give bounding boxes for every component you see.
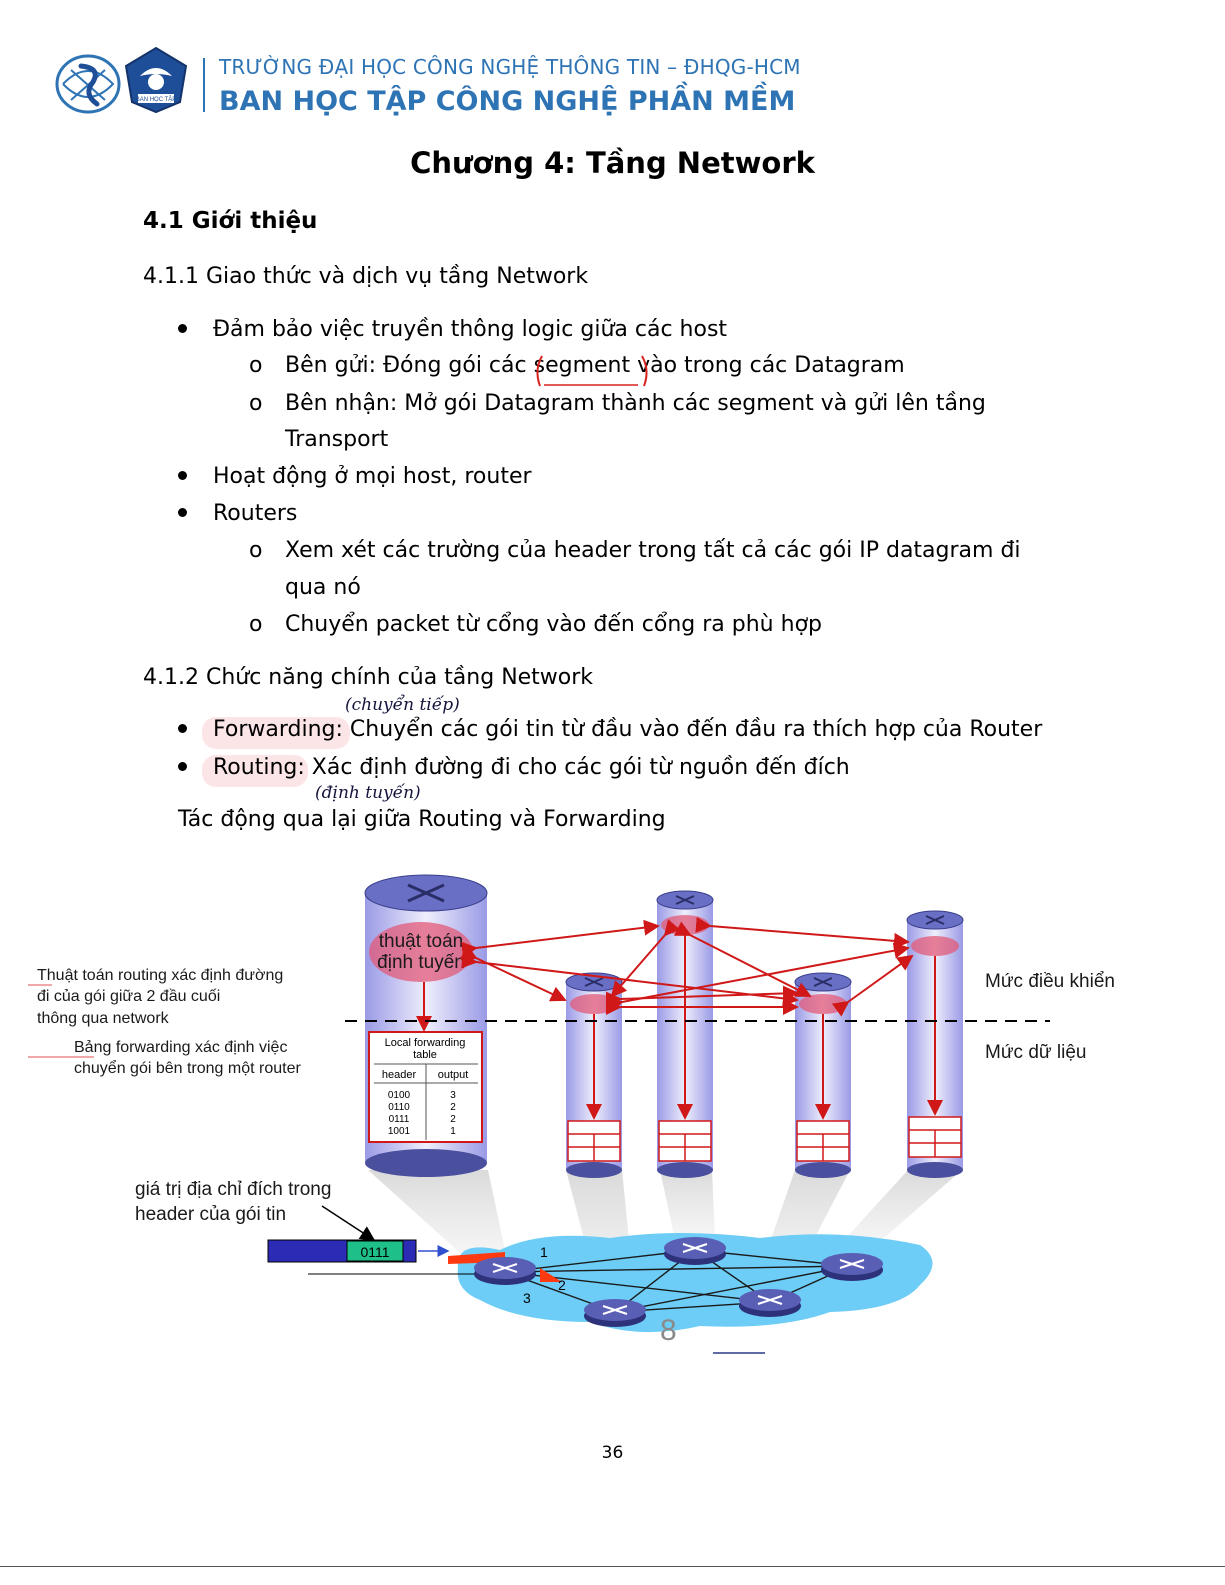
page-number: 36 [601,1443,624,1463]
sub-bullet-continuation: qua nó [285,575,361,600]
chapter-title: Chương 4: Tầng Network [410,146,815,180]
sub-bullet-continuation: Transport [285,427,389,452]
handwritten-note-forwarding: (chuyển tiếp) [345,695,460,715]
dest-label: header của gói tin [135,1204,287,1225]
table-cell: 2 [450,1102,456,1113]
left-note: chuyển gói bên trong một router [74,1060,301,1077]
dest-label: giá trị địa chỉ đích trong [135,1179,332,1200]
bullet-item: Đảm bảo việc truyền thông logic giữa các host [178,317,727,342]
cloud-router [821,1253,883,1281]
bullet-item: Forwarding: Chuyển các gói tin từ đầu vào đến đầu ra thích hợp của Router [178,717,1042,742]
cloud-router [584,1299,646,1327]
table-cell: 2 [450,1114,456,1125]
header-divider [203,58,205,112]
interaction-caption: Tác động qua lại giữa Routing và Forwarding [178,807,666,832]
small-forwarding-tables [568,1117,961,1161]
club-badge-logo [120,46,192,114]
sub-bullet-item: o Bên gửi: Đóng gói các segment vào trong các Datagram [249,353,905,378]
data-plane-label: Mức dữ liệu [985,1042,1087,1063]
cloud-router [664,1237,726,1265]
dest-pointer [322,1206,374,1240]
subsection-heading-1: 4.1.1 Giao thức và dịch vụ tầng Network [143,264,589,289]
left-note: đi của gói giữa 2 đầu cuối [37,988,221,1005]
routing-term: Routing [213,755,298,780]
bullet-item: Routing: Xác định đường đi cho các gói từ nguồn đến đích [178,755,850,780]
packet-value: 0111 [360,1244,390,1260]
table-cell: 0111 [388,1114,410,1125]
table-cell: 1 [450,1126,456,1137]
left-note: thông qua network [37,1010,169,1027]
cloud-router [474,1257,536,1285]
routing-forwarding-diagram [0,860,1225,1360]
bullet-item: Routers [178,501,297,526]
bullet-item: Hoạt động ở mọi host, router [178,464,532,489]
table-title: Local forwarding [384,1037,466,1049]
bullet-dot [178,508,187,517]
table-cell: 1001 [387,1126,411,1137]
table-header: output [437,1069,469,1081]
bullet-dot [178,762,187,771]
routing-algorithm-blob [799,994,847,1014]
bullet-dot [178,471,187,480]
page-bottom-rule [0,1566,1225,1567]
cloud-router [739,1289,801,1317]
algo-label: định tuyến [377,952,465,973]
sub-bullet-item: o Chuyển packet từ cổng vào đến cổng ra phù hợp [249,612,822,637]
org-name: BAN HỌC TẬP CÔNG NGHỆ PHẦN MỀM [219,86,796,117]
forwarding-term: Forwarding [213,717,336,742]
routing-algorithm-blob [911,936,959,956]
segment-annotation [534,352,652,392]
control-plane-label: Mức điều khiển [985,971,1115,992]
table-header: header [381,1069,417,1081]
section-heading: 4.1 Giới thiệu [143,208,318,234]
port-label: 2 [558,1277,566,1293]
table-title: table [413,1049,437,1061]
port-label: 3 [523,1290,531,1306]
segment-term: segment [533,353,631,378]
table-cell: 3 [450,1090,456,1101]
subsection-heading-2: 4.1.2 Chức năng chính của tầng Network [143,665,594,690]
port-label: 1 [540,1244,548,1260]
university-name: TRƯỜNG ĐẠI HỌC CÔNG NGHỆ THÔNG TIN – ĐHQG-HCM [219,55,801,79]
sub-bullet-item: o Xem xét các trường của header trong tất cả các gói IP datagram đi [249,538,1021,563]
university-logo [53,48,123,116]
left-note: Bảng forwarding xác định việc [74,1039,288,1056]
algo-label: thuật toán [378,931,464,952]
table-cell: 0100 [387,1090,411,1101]
badge-text: BAN HỌC TẬP [135,97,177,103]
table-cell: 0110 [388,1102,410,1113]
routing-algorithm-blob [570,994,618,1014]
routing-algorithm-blob [661,915,709,935]
sub-bullet-item: o Bên nhận: Mở gói Datagram thành các segment và gửi lên tầng [249,391,986,416]
bullet-dot [178,724,187,733]
slide-number: 8 [660,1314,677,1347]
bullet-dot [178,324,187,333]
handwritten-note-routing: (định tuyến) [315,783,421,803]
left-note: Thuật toán routing xác định đường [37,967,284,984]
beam [660,1170,715,1240]
forwarding-table [369,1032,482,1142]
